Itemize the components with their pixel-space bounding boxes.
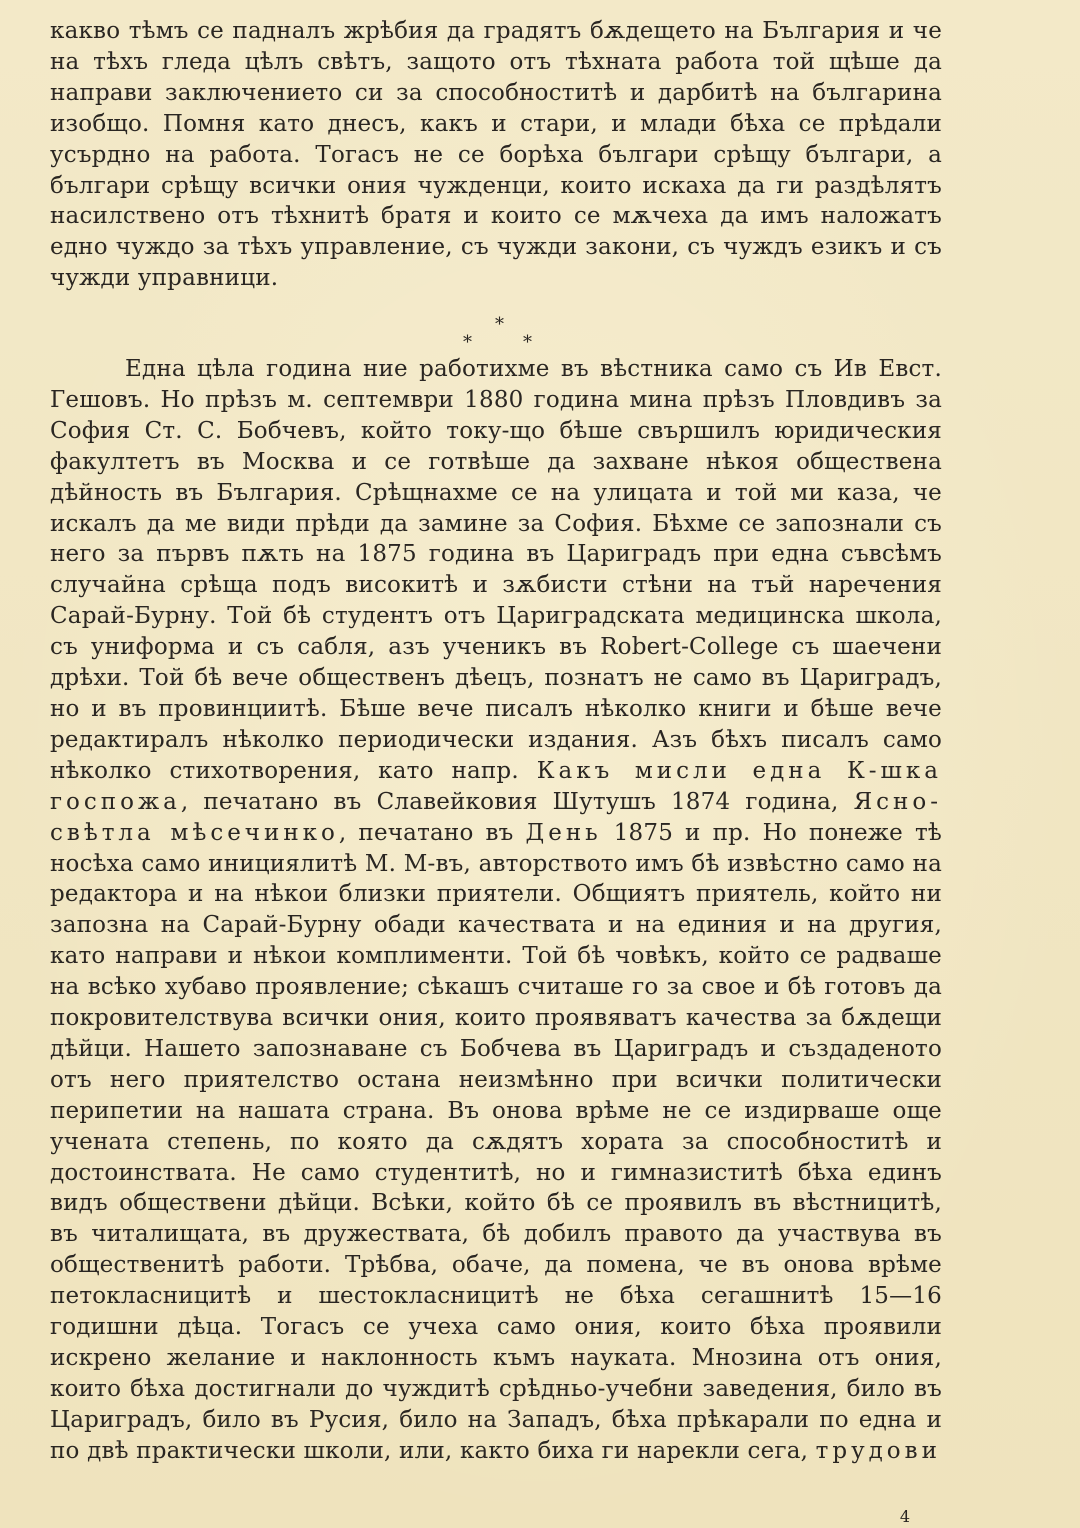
section-divider-asterism	[455, 314, 555, 354]
asterisk: *	[463, 332, 472, 353]
text-run: 1875 и пр. Но понеже тѣ носѣха само инициялитѣ М. М-въ, авторството имъ бѣ извѣстно само на редактора и на нѣкои близки приятели. Общиятъ приятель, който ни запозна на Сарай-Бурну обади качествата и на единия и на другия, като направи и нѣкои комплименти. Той бѣ човѣкъ, който се радваше на всѣко хубаво проявление; сѣкашъ считаше го за свое и бѣ готовъ да покровителствува всички ония, които проявяватъ качества за бѫдещи дѣйци. Нашето запознаване съ Бобчева въ Цариградъ и създаденото отъ него приятелство остана неизмѣнно при всички политически перипетии на нашата страна. Въ онова врѣме не се издирваше още учената степень, по която да сѫдятъ хората за способноститѣ и достоинствата. Не само студентитѣ, но и гимназиститѣ бѣха единъ видъ обществени дѣйци. Всѣки, който бѣ се проявилъ въ вѣстницитѣ, въ читалищата, въ дружествата, бѣ добилъ правото да участвува въ общественитѣ работи. Трѣбва, обаче, да помена, че въ онова врѣме петокласницитѣ и шестокласницитѣ не бѣха сегашнитѣ 15—16 годишни дѣца. Тогасъ се учеха само ония, които бѣха проявили искрено желание и наклонность къмъ науката. Мнозина отъ ония, които бѣха достигнали до чуждитѣ срѣдньо-учебни заведения, било въ Цариградъ, било въ Русия, било на Западъ, бѣха прѣкарали по една и по двѣ практически школи, или, както биха ги нарекли сега,	[50, 819, 942, 1464]
page-number: 4	[899, 1507, 910, 1526]
text-run: Една цѣла година ние работихме въ вѣстника само съ Ив Евст. Гешовъ. Но прѣзъ м. септември 1880 година мина прѣзъ Пловдивъ за София Ст. С. Бобчевъ, който току-що бѣше свършилъ юридическия факултетъ въ Москва и се готвѣше да захване нѣкоя обществена дѣйность въ България. Срѣщнахме се на улицата и той ми каза, че искалъ да ме види прѣди да замине за София. Бѣхме се запознали съ него за първъ пѫть на 1875 година въ Цариградъ при една съвсѣмъ случайна срѣща подъ високитѣ и зѫбисти стѣни на тъй наречения Сарай-Бурну. Той бѣ студентъ отъ Цариградската медицинска школа, съ униформа и съ сабля, азъ ученикъ въ Robert-College съ шаечени дрѣхи. Той бѣ вече общественъ дѣецъ, познатъ не само въ Цариградъ, но и въ провинциитѣ. Бѣше вече писалъ нѣколко книги и бѣше вече редактиралъ нѣколко периодически издания. Азъ бѣхъ писалъ само нѣколко стихотворения, като напр.	[50, 356, 942, 784]
text-run: , печатано въ	[338, 819, 514, 846]
poem-title: Ясно-свѣтла мѣсечинко	[50, 788, 942, 846]
paragraph	[50, 354, 942, 1467]
newspaper-title: День	[525, 819, 602, 846]
paragraph: какво тѣмъ се падналъ жрѣбия да градятъ бѫдещето на България и че на тѣхъ гледа цѣлъ свѣтъ, защото отъ тѣхната работа той щѣше да направи заключението си за способноститѣ и дарбитѣ на българина изобщо. Помня като днесъ, какъ и стари, и млади бѣха се прѣдали усърдно на работа. Тогасъ не се борѣха българи срѣщу българи, а българи срѣщу всички ония чужденци, които искаха да ги раздѣлятъ насилствено отъ тѣхнитѣ братя и които се мѫчеха да имъ наложатъ едно чуждо за тѣхъ управление, съ чужди закони, съ чуждъ езикъ и съ чужди управници.	[50, 18, 942, 292]
asterisk: *	[523, 332, 532, 353]
asterisk: *	[495, 314, 504, 335]
text-run: , печатано въ Славейковия Шутушъ 1874 година,	[180, 788, 839, 815]
text-block-top	[50, 16, 942, 294]
poem-title: Какъ мисли една К-шка госпожа	[50, 757, 942, 815]
emphasized-word: трудови	[815, 1437, 941, 1464]
text-block-main	[50, 354, 942, 1467]
